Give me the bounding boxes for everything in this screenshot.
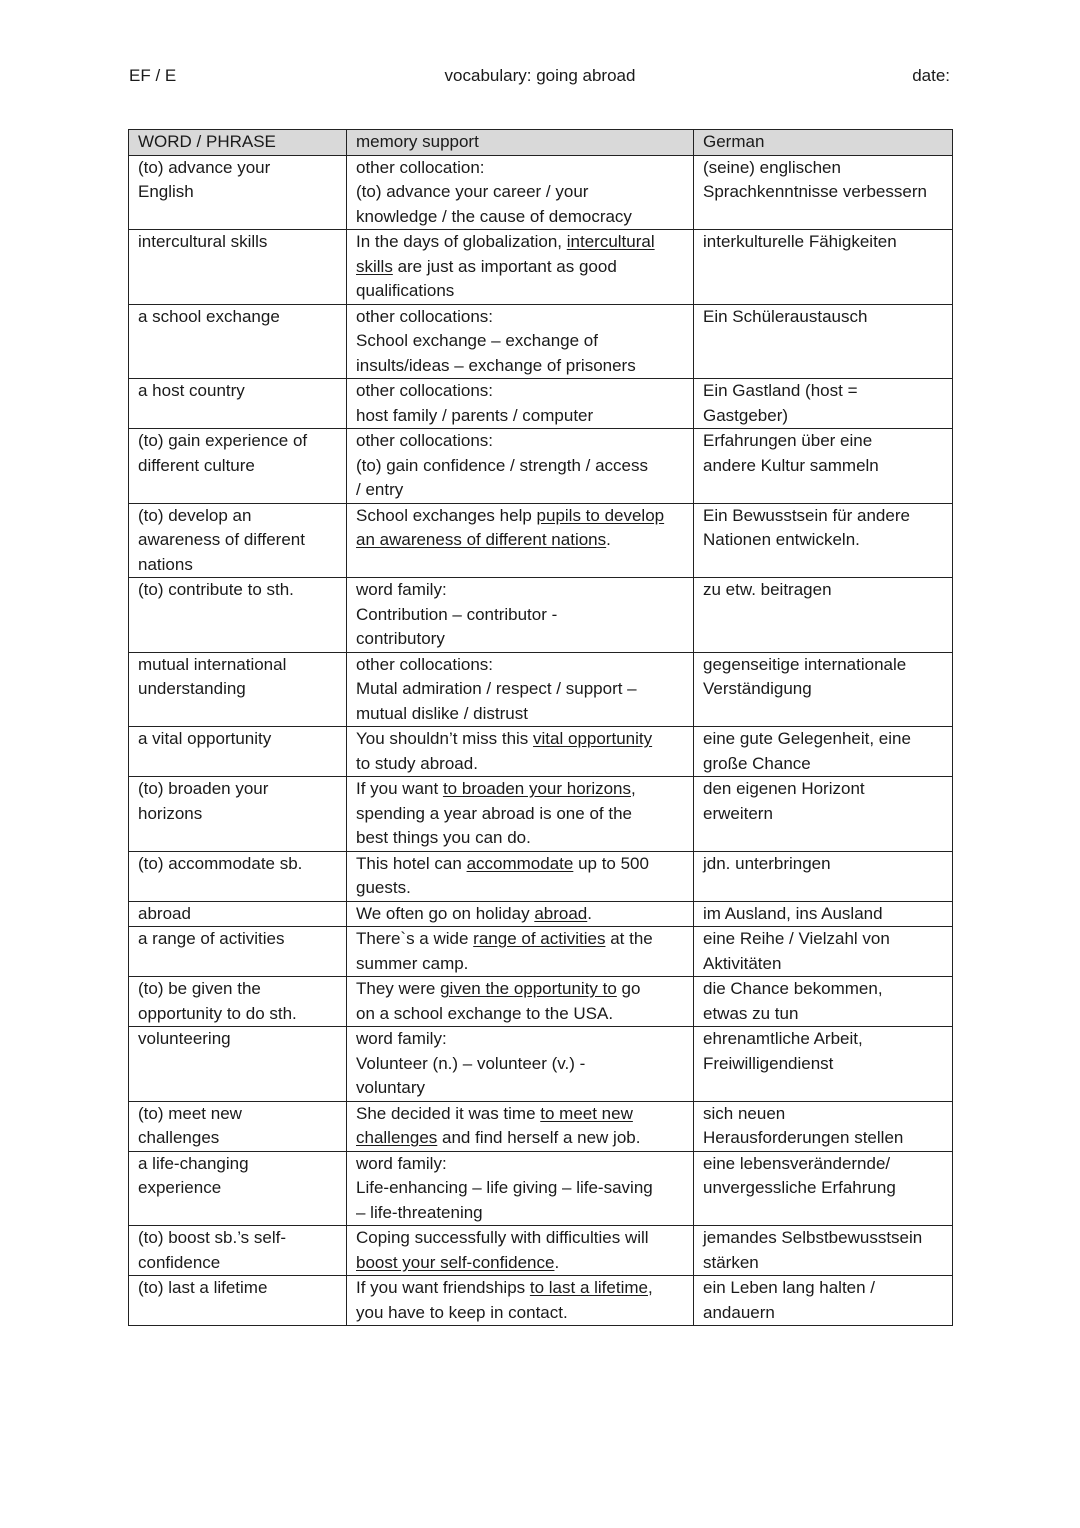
memory-text: summer camp. <box>356 953 469 973</box>
memory-line <box>356 156 685 181</box>
german-line: Ein Gastland (host = <box>703 381 858 400</box>
column-header-word: WORD / PHRASE <box>129 130 347 156</box>
memory-cell <box>347 901 694 927</box>
memory-text: Volunteer (n.) – volunteer (v.) - <box>356 1053 586 1073</box>
word-line: (to) accommodate sb. <box>138 853 303 873</box>
word-line: (to) boost sb.’s self- <box>138 1228 287 1247</box>
german-line: Gastgeber) <box>703 405 789 425</box>
table-row <box>129 230 953 305</box>
memory-text: , <box>631 779 636 798</box>
word-line: (to) broaden your <box>138 779 269 798</box>
memory-line <box>356 1002 685 1027</box>
memory-cell <box>347 230 694 305</box>
memory-line <box>356 1301 685 1326</box>
german-line: eine gute Gelegenheit, eine <box>703 729 911 748</box>
word-cell <box>129 429 347 504</box>
memory-text: – life-threatening <box>356 1202 483 1222</box>
memory-line <box>356 852 685 877</box>
word-cell <box>129 777 347 852</box>
word-line: volunteering <box>138 1029 231 1048</box>
word-line: (to) meet new <box>138 1103 242 1123</box>
german-cell <box>694 429 953 504</box>
memory-text: other collocations: <box>356 306 494 326</box>
memory-text: If you want friendships <box>356 1278 530 1297</box>
course-label: EF / E <box>129 66 177 85</box>
memory-line <box>356 255 685 280</box>
memory-cell <box>347 1226 694 1276</box>
memory-line <box>356 1176 685 1201</box>
word-line: abroad <box>138 903 191 923</box>
memory-line <box>356 454 685 479</box>
memory-line <box>356 927 685 952</box>
memory-text: to study abroad. <box>356 753 478 773</box>
underlined-phrase: skills <box>356 256 393 276</box>
memory-line <box>356 1201 685 1226</box>
word-cell <box>129 901 347 927</box>
memory-cell <box>347 429 694 504</box>
german-cell <box>694 1027 953 1102</box>
table-row <box>129 304 953 379</box>
german-cell <box>694 379 953 429</box>
page-title: vocabulary: going abroad <box>444 66 636 85</box>
memory-text: host family / parents / computer <box>356 405 594 425</box>
underlined-phrase: boost your self-confidence <box>356 1252 555 1272</box>
memory-line <box>356 1251 685 1276</box>
memory-cell <box>347 652 694 727</box>
memory-text: you have to keep in contact. <box>356 1302 568 1322</box>
word-line: (to) advance your <box>138 157 271 177</box>
memory-text: word family: <box>356 1029 447 1048</box>
word-line: horizons <box>138 803 203 823</box>
word-cell <box>129 927 347 977</box>
german-line: etwas zu tun <box>703 1003 799 1023</box>
memory-text: She decided it was time <box>356 1103 541 1123</box>
memory-text: You shouldn’t miss this <box>356 729 534 748</box>
german-line: die Chance bekommen, <box>703 979 883 998</box>
german-line: Verständigung <box>703 679 812 698</box>
memory-text: This hotel can <box>356 853 467 873</box>
memory-text: If you want <box>356 779 443 798</box>
table-row <box>129 1101 953 1151</box>
table-body <box>129 155 953 1326</box>
word-cell <box>129 1027 347 1102</box>
word-line: confidence <box>138 1252 221 1272</box>
memory-text: Contribution – contributor - <box>356 604 558 624</box>
memory-line <box>356 876 685 901</box>
memory-text: at the <box>605 929 653 948</box>
memory-line <box>356 528 685 553</box>
word-cell <box>129 727 347 777</box>
memory-line <box>356 1076 685 1101</box>
german-line: gegenseitige internationale <box>703 654 907 674</box>
memory-line <box>356 677 685 702</box>
memory-text: (to) advance your career / your <box>356 182 589 201</box>
word-line: a school exchange <box>138 306 280 326</box>
word-cell <box>129 503 347 578</box>
table-row <box>129 379 953 429</box>
word-cell <box>129 1151 347 1226</box>
german-line: ein Leben lang halten / <box>703 1278 876 1297</box>
memory-line <box>356 902 685 927</box>
word-line: (to) be given the <box>138 979 261 998</box>
word-cell <box>129 851 347 901</box>
german-line: ehrenamtliche Arbeit, <box>703 1029 863 1048</box>
memory-text: other collocations: <box>356 381 494 400</box>
memory-text: go <box>616 979 641 998</box>
memory-line <box>356 977 685 1002</box>
german-line: andere Kultur sammeln <box>703 455 879 475</box>
german-cell <box>694 1151 953 1226</box>
memory-text: are just as important as good <box>392 256 617 276</box>
table-row <box>129 901 953 927</box>
word-line: (to) develop an <box>138 505 252 525</box>
german-line: eine lebensverändernde/ <box>703 1153 891 1173</box>
german-cell <box>694 155 953 230</box>
memory-text: knowledge / the cause of democracy <box>356 206 632 226</box>
memory-cell <box>347 777 694 852</box>
german-line: unvergessliche Erfahrung <box>703 1178 896 1197</box>
word-cell <box>129 304 347 379</box>
word-cell <box>129 1226 347 1276</box>
memory-line <box>356 305 685 330</box>
german-line: zu etw. beitragen <box>703 580 832 599</box>
word-line: a range of activities <box>138 929 285 948</box>
german-cell <box>694 851 953 901</box>
memory-text: other collocations: <box>356 431 494 450</box>
memory-line <box>356 478 685 503</box>
memory-cell <box>347 304 694 379</box>
word-cell <box>129 578 347 653</box>
table-row <box>129 1151 953 1226</box>
memory-line <box>356 205 685 230</box>
word-line: intercultural skills <box>138 232 268 251</box>
page-header <box>0 66 1080 90</box>
vocabulary-table <box>128 129 953 1326</box>
memory-line <box>356 702 685 727</box>
german-cell <box>694 652 953 727</box>
german-line: jdn. unterbringen <box>703 853 831 873</box>
table-row <box>129 503 953 578</box>
table-row <box>129 429 953 504</box>
memory-cell <box>347 851 694 901</box>
memory-line <box>356 1102 685 1127</box>
memory-cell <box>347 1027 694 1102</box>
underlined-phrase: to meet new <box>540 1103 633 1123</box>
memory-line <box>356 777 685 802</box>
german-line: sich neuen <box>703 1103 786 1123</box>
memory-line <box>356 603 685 628</box>
memory-cell <box>347 977 694 1027</box>
memory-text: Coping successfully with difficulties will <box>356 1228 649 1247</box>
word-cell <box>129 977 347 1027</box>
table-row <box>129 727 953 777</box>
german-line: Freiwilligendienst <box>703 1053 834 1073</box>
underlined-phrase: given the opportunity to <box>440 979 617 998</box>
german-cell <box>694 1226 953 1276</box>
memory-text: (to) gain confidence / strength / access <box>356 455 648 475</box>
memory-line <box>356 329 685 354</box>
underlined-phrase: accommodate <box>466 853 574 873</box>
word-line: a vital opportunity <box>138 729 272 748</box>
memory-line <box>356 653 685 678</box>
underlined-phrase: range of activities <box>473 929 606 948</box>
word-cell <box>129 1101 347 1151</box>
underlined-phrase: an awareness of different nations <box>356 530 607 549</box>
memory-text: They were <box>356 979 441 998</box>
memory-text: School exchanges help <box>356 505 537 525</box>
underlined-phrase: abroad <box>534 903 588 923</box>
memory-line <box>356 180 685 205</box>
german-line: Ein Schüleraustausch <box>703 306 868 326</box>
memory-text: spending a year abroad is one of the <box>356 803 632 823</box>
word-line: English <box>138 182 194 201</box>
memory-text: voluntary <box>356 1078 425 1097</box>
table-row <box>129 155 953 230</box>
memory-text: word family: <box>356 1153 447 1173</box>
memory-text: , <box>647 1278 653 1297</box>
date-label: date: <box>912 66 950 85</box>
memory-line <box>356 1226 685 1251</box>
german-cell <box>694 901 953 927</box>
memory-line <box>356 952 685 977</box>
memory-cell <box>347 1101 694 1151</box>
memory-line <box>356 1152 685 1177</box>
german-line: (seine) englischen <box>703 157 841 177</box>
column-header-german: German <box>694 130 953 156</box>
memory-cell <box>347 927 694 977</box>
table-row <box>129 777 953 852</box>
memory-line <box>356 1276 685 1301</box>
word-line: (to) gain experience of <box>138 431 308 450</box>
german-line: Sprachkenntnisse verbessern <box>703 182 927 201</box>
memory-text: There`s a wide <box>356 929 474 948</box>
memory-text: other collocations: <box>356 654 494 674</box>
german-line: Herausforderungen stellen <box>703 1128 904 1147</box>
memory-cell <box>347 379 694 429</box>
word-cell <box>129 652 347 727</box>
memory-text: best things you can do. <box>356 828 531 847</box>
german-line: Erfahrungen über eine <box>703 431 873 450</box>
memory-line <box>356 379 685 404</box>
german-cell <box>694 1276 953 1326</box>
memory-line <box>356 279 685 304</box>
memory-cell <box>347 155 694 230</box>
underlined-phrase: intercultural <box>566 232 655 251</box>
memory-cell <box>347 578 694 653</box>
memory-text: insults/ideas – exchange of prisoners <box>356 355 636 375</box>
german-line: Aktivitäten <box>703 953 782 973</box>
memory-text: Life-enhancing – life giving – life-saving <box>356 1178 653 1197</box>
word-line: (to) contribute to sth. <box>138 580 294 599</box>
memory-text: . <box>554 1252 560 1272</box>
memory-line <box>356 1052 685 1077</box>
table-row <box>129 578 953 653</box>
memory-line <box>356 627 685 652</box>
german-line: Ein Bewusstsein für andere <box>703 505 910 525</box>
memory-line <box>356 354 685 379</box>
table-row <box>129 1226 953 1276</box>
memory-text: other collocation: <box>356 157 485 177</box>
german-line: erweitern <box>703 803 773 823</box>
german-cell <box>694 578 953 653</box>
memory-text: and find herself a new job. <box>437 1128 641 1147</box>
word-cell <box>129 230 347 305</box>
memory-text: In the days of globalization, <box>356 232 567 251</box>
german-line: große Chance <box>703 753 811 773</box>
underlined-phrase: pupils to develop <box>536 505 665 525</box>
german-line: andauern <box>703 1302 775 1322</box>
word-line: mutual international <box>138 654 287 674</box>
underlined-phrase: challenges <box>356 1128 438 1147</box>
memory-cell <box>347 503 694 578</box>
memory-line <box>356 802 685 827</box>
word-cell <box>129 155 347 230</box>
german-cell <box>694 304 953 379</box>
memory-line <box>356 504 685 529</box>
memory-text: / entry <box>356 480 404 499</box>
memory-text: up to 500 <box>573 853 649 873</box>
german-line: im Ausland, ins Ausland <box>703 903 883 923</box>
memory-text: . <box>587 903 592 923</box>
memory-text: . <box>606 530 611 549</box>
word-line: challenges <box>138 1128 220 1147</box>
german-line: jemandes Selbstbewusstsein <box>703 1228 923 1247</box>
memory-cell <box>347 1276 694 1326</box>
german-line: eine Reihe / Vielzahl von <box>703 929 890 948</box>
memory-line <box>356 727 685 752</box>
memory-line <box>356 429 685 454</box>
memory-line <box>356 826 685 851</box>
word-line: nations <box>138 554 193 574</box>
german-cell <box>694 727 953 777</box>
memory-line <box>356 1027 685 1052</box>
memory-text: on a school exchange to the USA. <box>356 1003 614 1023</box>
memory-cell <box>347 727 694 777</box>
memory-text: School exchange – exchange of <box>356 331 598 350</box>
underlined-phrase: vital opportunity <box>533 729 653 748</box>
memory-text: guests. <box>356 878 411 897</box>
german-cell <box>694 503 953 578</box>
word-line: opportunity to do sth. <box>138 1003 297 1023</box>
memory-cell <box>347 1151 694 1226</box>
memory-text: word family: <box>356 580 447 599</box>
memory-text: mutual dislike / distrust <box>356 703 528 723</box>
table-row <box>129 977 953 1027</box>
memory-text: We often go on holiday <box>356 903 535 923</box>
column-header-memory: memory support <box>347 130 694 156</box>
memory-line <box>356 230 685 255</box>
word-cell <box>129 379 347 429</box>
word-line: awareness of different <box>138 530 305 549</box>
german-cell <box>694 977 953 1027</box>
table-row <box>129 1027 953 1102</box>
german-line: Nationen entwickeln. <box>703 530 860 549</box>
german-line: den eigenen Horizont <box>703 779 865 798</box>
word-line: different culture <box>138 455 255 475</box>
german-cell <box>694 927 953 977</box>
german-cell <box>694 230 953 305</box>
table-header-row <box>129 130 953 156</box>
memory-line <box>356 1126 685 1151</box>
word-line: understanding <box>138 679 246 698</box>
word-line: a life-changing <box>138 1153 249 1173</box>
memory-text: Mutal admiration / respect / support – <box>356 679 637 698</box>
table-row <box>129 1276 953 1326</box>
word-line: experience <box>138 1178 222 1197</box>
memory-line <box>356 752 685 777</box>
table-row <box>129 927 953 977</box>
german-cell <box>694 1101 953 1151</box>
german-line: stärken <box>703 1252 759 1272</box>
word-cell <box>129 1276 347 1326</box>
memory-text: contributory <box>356 629 445 648</box>
table-row <box>129 851 953 901</box>
word-line: (to) last a lifetime <box>138 1278 268 1297</box>
underlined-phrase: to last a lifetime <box>529 1278 648 1297</box>
word-line: a host country <box>138 381 245 400</box>
memory-line <box>356 404 685 429</box>
memory-line <box>356 578 685 603</box>
german-cell <box>694 777 953 852</box>
underlined-phrase: to broaden your horizons <box>442 779 631 798</box>
memory-text: qualifications <box>356 281 455 300</box>
german-line: interkulturelle Fähigkeiten <box>703 232 897 251</box>
table-row <box>129 652 953 727</box>
